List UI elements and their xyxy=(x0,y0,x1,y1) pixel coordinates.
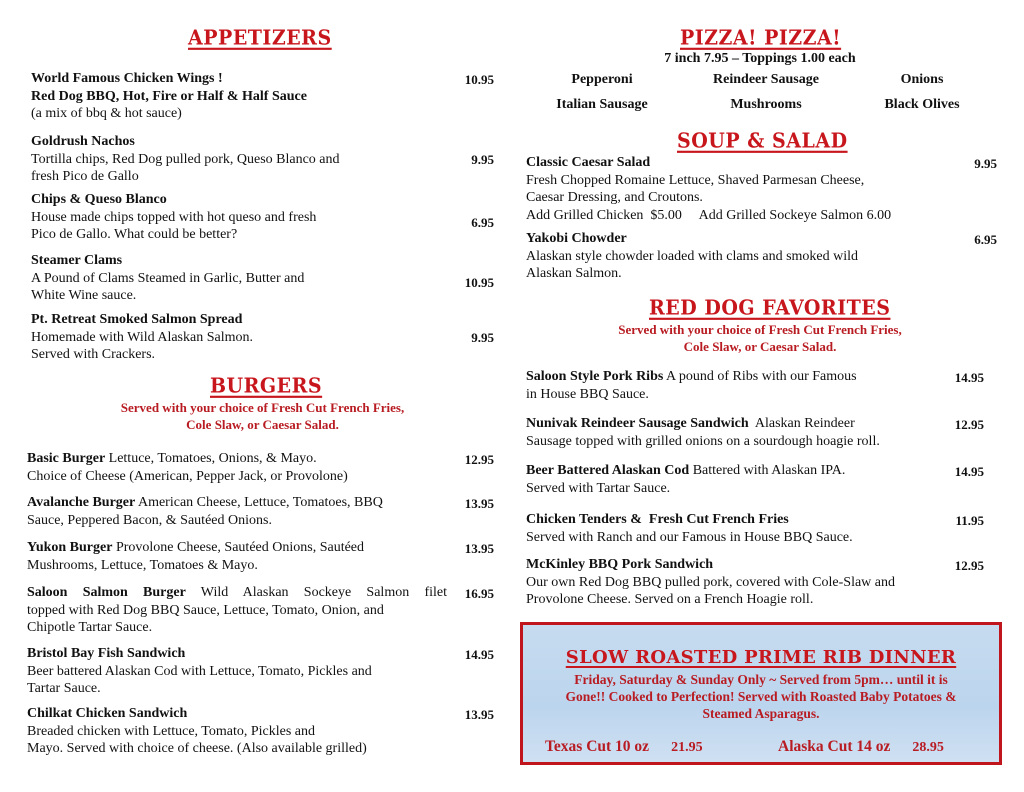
favorites-title: RED DOG FAVORITES xyxy=(649,296,891,320)
price: 13.95 xyxy=(464,496,494,511)
texas-cut-price: Texas Cut 10 oz 21.95 xyxy=(545,738,703,755)
burgers-subtitle: Served with your choice of Fresh Cut French Fries, Cole Slaw, or Caesar Salad. xyxy=(120,400,405,432)
price: 13.95 xyxy=(464,541,494,556)
topping: Onions xyxy=(900,72,944,87)
menu-item: Classic Caesar Salad Fresh Chopped Romaine Lettuce, Shaved Parmesan Cheese, Caesar Dressing, and Croutons. Add Grilled Chicken $5.00 Add Grilled Sockeye Salmon 6.00 xyxy=(526,155,892,223)
price: 14.95 xyxy=(954,370,984,385)
price: 11.95 xyxy=(955,513,984,528)
price: 9.95 xyxy=(471,152,494,167)
menu-item: Basic Burger Lettuce, Tomatoes, Onions, & Mayo. Choice of Cheese (American, Pepper Jack, or Provolone) xyxy=(27,451,348,484)
price: 10.95 xyxy=(464,275,494,290)
menu-item: Steamer Clams A Pound of Clams Steamed in Garlic, Butter and White Wine sauce. xyxy=(31,253,305,303)
price: 9.95 xyxy=(974,156,997,171)
price: 14.95 xyxy=(954,464,984,479)
menu-item: Yukon Burger Provolone Cheese, Sautéed Onions, Sautéed Mushrooms, Lettuce, Tomatoes & Mayo. xyxy=(27,540,365,573)
menu-item: Yakobi Chowder Alaskan style chowder loaded with clams and smoked wild Alaskan Salmon. xyxy=(526,231,859,281)
topping: Pepperoni xyxy=(571,72,633,87)
appetizers-title: APPETIZERS xyxy=(188,26,332,50)
menu-item: Nunivak Reindeer Sausage Sandwich Alaskan Reindeer Sausage topped with grilled onions on a sourdough hoagie roll. xyxy=(526,416,880,449)
menu-item: Avalanche Burger American Cheese, Lettuce, Tomatoes, BBQ Sauce, Peppered Bacon, & Sautéed Onions. xyxy=(27,495,383,528)
menu-item: World Famous Chicken Wings ! Red Dog BBQ, Hot, Fire or Half & Half Sauce (a mix of bbq & hot sauce) xyxy=(31,71,307,121)
pizza-subtitle: 7 inch 7.95 – Toppings 1.00 each xyxy=(664,51,856,66)
pizza-title: PIZZA! PIZZA! xyxy=(680,26,842,50)
topping: Italian Sausage xyxy=(556,97,648,112)
price: 14.95 xyxy=(464,647,494,662)
menu-item: Chicken Tenders & Fresh Cut French Fries Served with Ranch and our Famous in House BBQ Sauce. xyxy=(526,512,853,545)
burgers-title: BURGERS xyxy=(210,374,323,398)
alaska-cut-price: Alaska Cut 14 oz 28.95 xyxy=(778,738,944,755)
soup-salad-title: SOUP & SALAD xyxy=(677,129,848,153)
menu-item: Pt. Retreat Smoked Salmon Spread Homemade with Wild Alaskan Salmon. Served with Crackers. xyxy=(31,312,253,362)
prime-rib-description: Friday, Saturday & Sunday Only ~ Served from 5pm… until it is Gone!! Cooked to Perfection! Served with Roasted Baby Potatoes & Steamed Asparagus. xyxy=(565,672,957,721)
price: 10.95 xyxy=(464,72,494,87)
topping: Mushrooms xyxy=(730,97,802,112)
price: 12.95 xyxy=(954,417,984,432)
price: 6.95 xyxy=(471,215,494,230)
price: 16.95 xyxy=(464,586,494,601)
menu-item: Saloon Salmon Burger Wild Alaskan Sockeye Salmon filet topped with Red Dog BBQ Sauce, Lettuce, Tomato, Onion, and Chipotle Tartar Sauce. xyxy=(27,585,447,635)
topping: Black Olives xyxy=(884,97,960,112)
menu-item: Bristol Bay Fish Sandwich Beer battered Alaskan Cod with Lettuce, Tomato, Pickles and Tartar Sauce. xyxy=(27,646,372,696)
menu-item: Saloon Style Pork Ribs A pound of Ribs with our Famous in House BBQ Sauce. xyxy=(526,369,857,402)
menu-item: Beer Battered Alaskan Cod Battered with Alaskan IPA. Served with Tartar Sauce. xyxy=(526,463,846,496)
price: 12.95 xyxy=(954,558,984,573)
prime-rib-title: SLOW ROASTED PRIME RIB DINNER xyxy=(565,647,957,668)
menu-item: Goldrush Nachos Tortilla chips, Red Dog pulled pork, Queso Blanco and fresh Pico de Gallo xyxy=(31,134,340,184)
menu-item: Chips & Queso Blanco House made chips topped with hot queso and fresh Pico de Gallo. What could be better? xyxy=(31,192,317,242)
price: 12.95 xyxy=(464,452,494,467)
price: 13.95 xyxy=(464,707,494,722)
topping: Reindeer Sausage xyxy=(713,72,819,87)
prime-rib-special-box xyxy=(520,622,1002,765)
favorites-subtitle: Served with your choice of Fresh Cut French Fries, Cole Slaw, or Caesar Salad. xyxy=(618,322,902,354)
menu-item: McKinley BBQ Pork Sandwich Our own Red Dog BBQ pulled pork, covered with Cole-Slaw and Provolone Cheese. Served on a French Hoagie roll. xyxy=(526,557,895,607)
price: 9.95 xyxy=(471,330,494,345)
menu-item: Chilkat Chicken Sandwich Breaded chicken with Lettuce, Tomato, Pickles and Mayo. Served with choice of cheese. (Also available grilled) xyxy=(27,706,367,756)
price: 6.95 xyxy=(974,232,997,247)
